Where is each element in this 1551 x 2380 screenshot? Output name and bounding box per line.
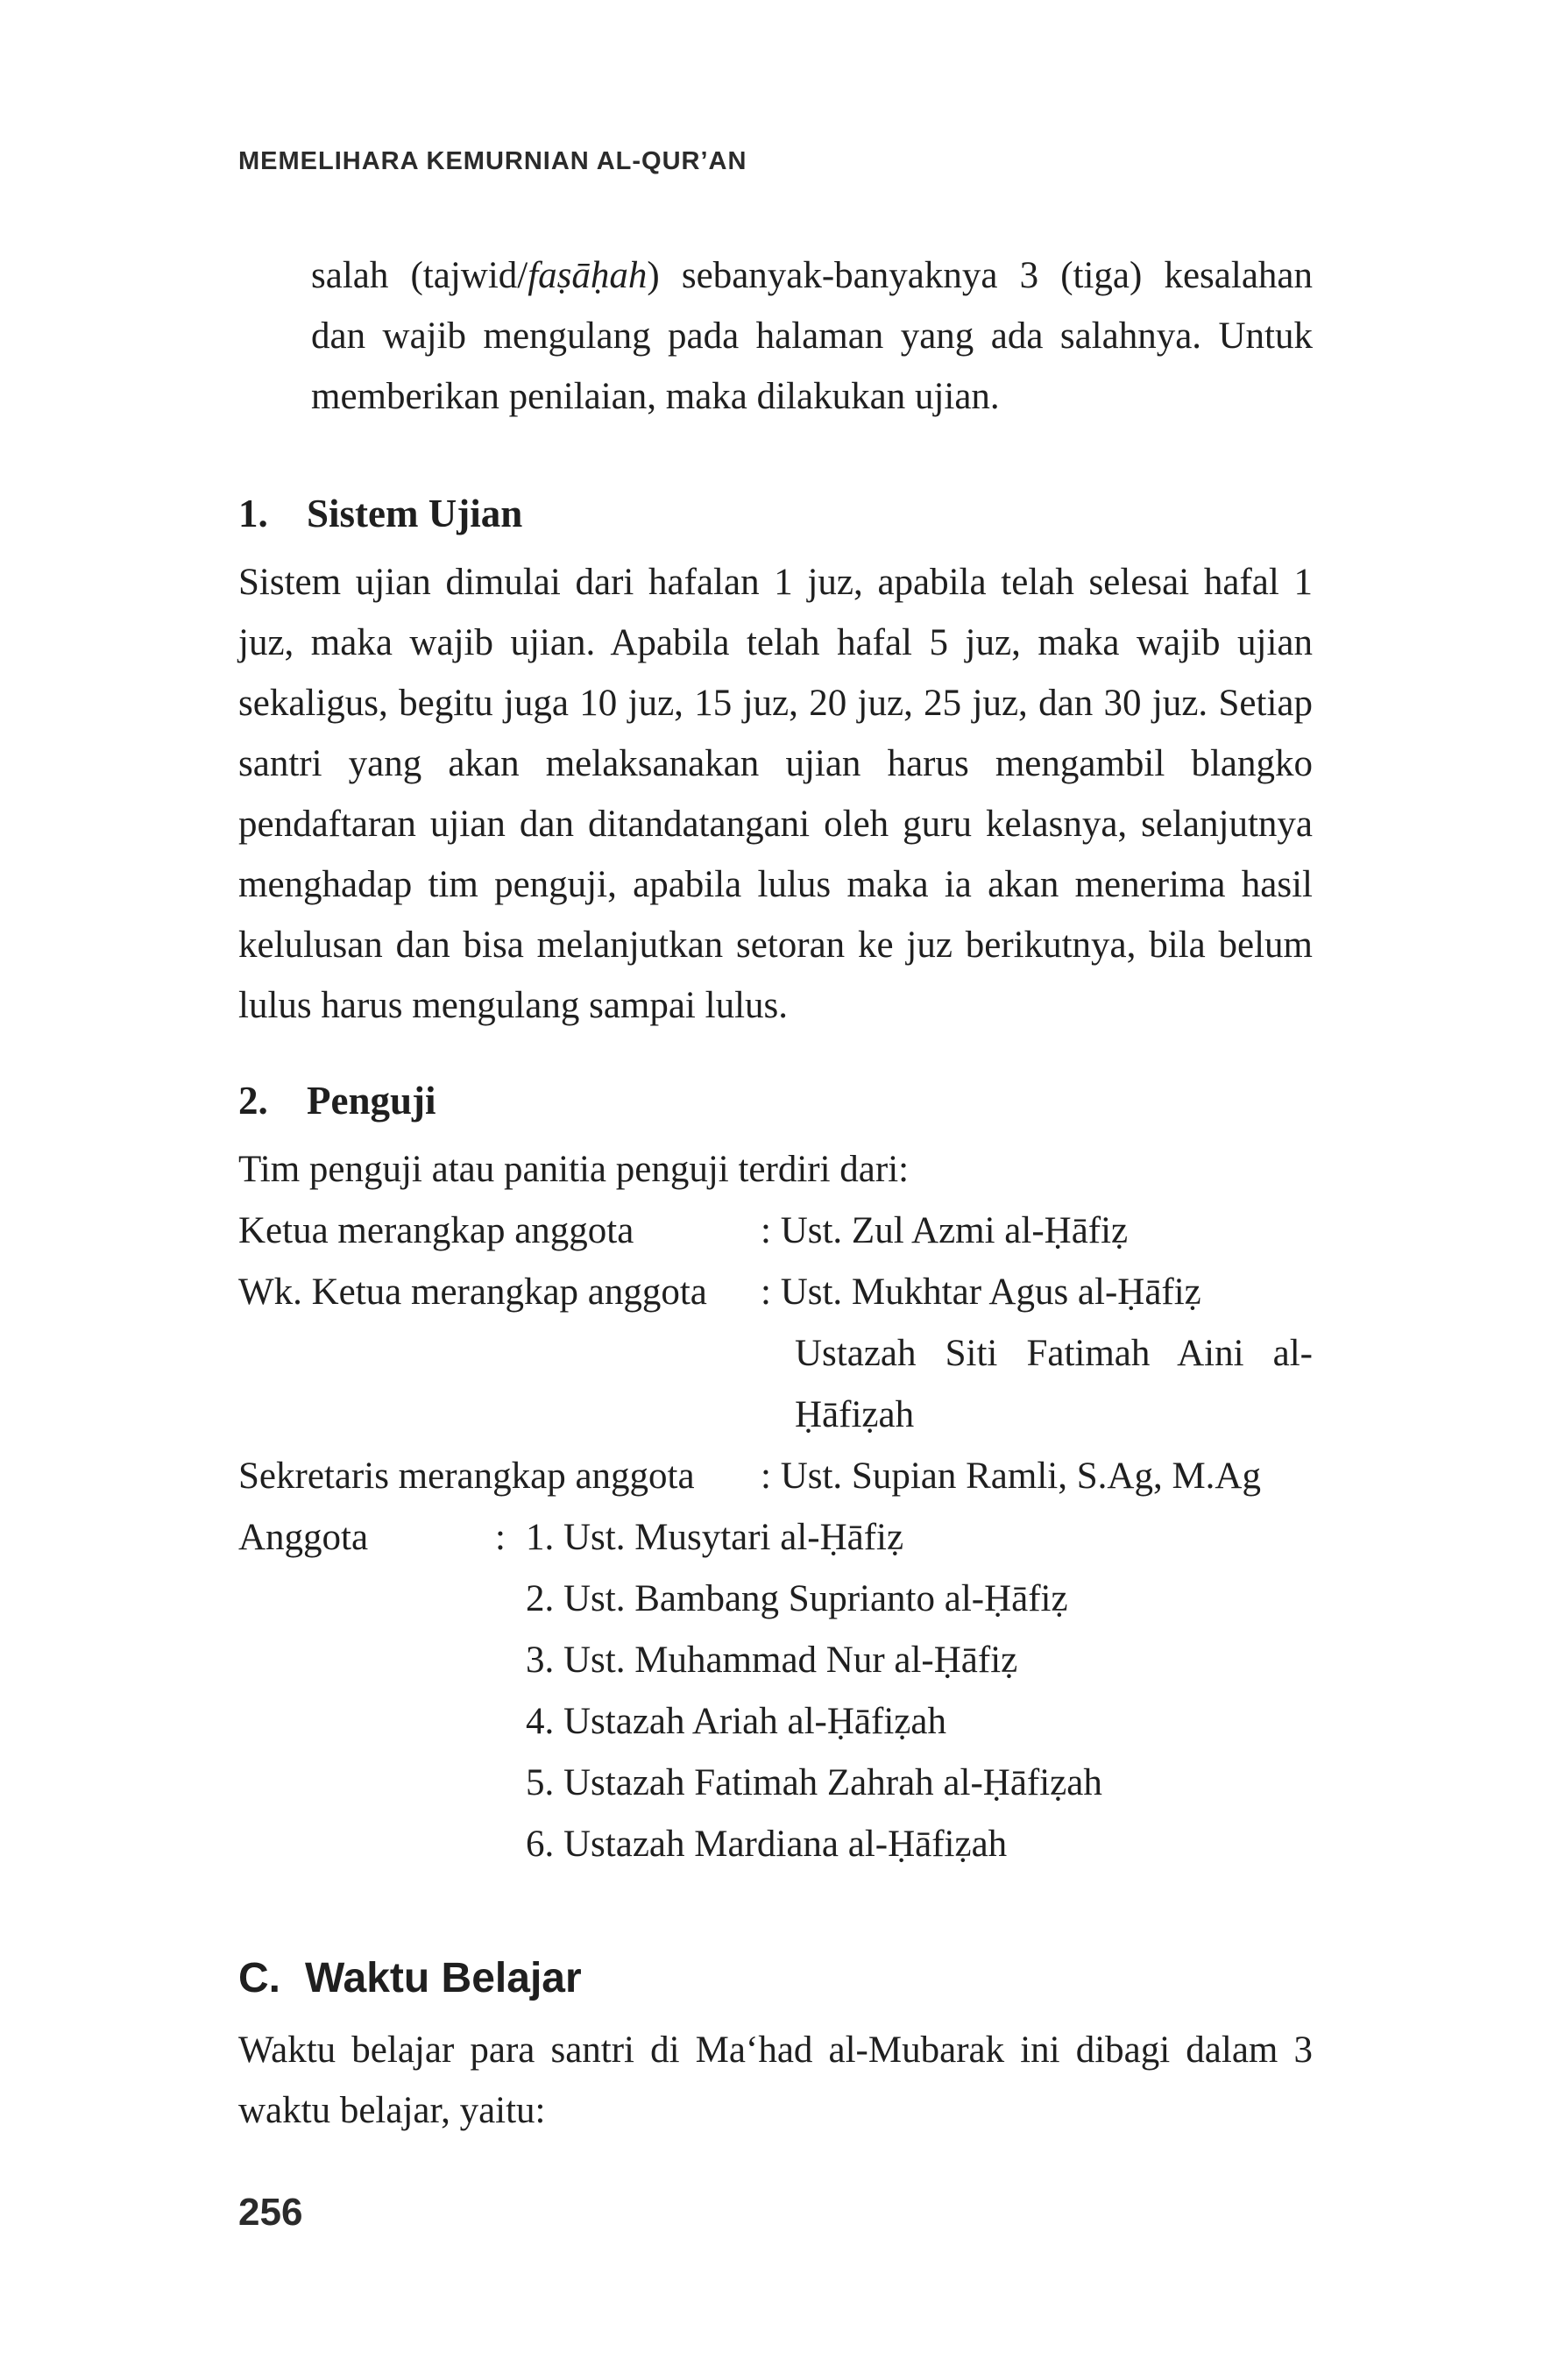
anggota-label: Anggota <box>238 1517 369 1558</box>
penguji-intro: Tim penguji atau panitia penguji terdiri dari: <box>238 1149 910 1190</box>
section-2-number: 2. <box>238 1079 268 1123</box>
wk-ketua-extra-line-1: Ustazah Siti Fatimah Aini al- <box>795 1333 1313 1374</box>
page-number: 256 <box>238 2191 303 2234</box>
section-c-letter: C. <box>238 1955 280 2001</box>
anggota-item: 1. Ust. Musytari al-Ḥāfiẓ <box>526 1517 904 1558</box>
section-c-paragraph: Waktu belajar para santri di Ma‘had al-Mubarak ini dibagi dalam 3 waktu belajar, yaitu: <box>238 2029 1313 2131</box>
section-1-paragraph: Sistem ujian dimulai dari hafalan 1 juz, apabila telah selesai hafal 1 juz, maka wajib ujian. Apabila telah hafal 5 juz, maka wajib ujian sekaligus, begitu juga 10 juz, 15 juz, 20 juz, 25 juz, dan 30 juz. Setiap santri yang akan melaksanakan ujian harus mengambil blangko pendaftaran ujian dan ditandatangani oleh guru kelasnya, selanjutnya menghadap tim penguji, apabila lulus maka ia akan menerima hasil kelulusan dan bisa melanjutkan setoran ke juz berikutnya, bila belum lulus harus mengulang sampai lulus. <box>238 562 1313 1026</box>
anggota-item: 6. Ustazah Mardiana al-Ḥāfiẓah <box>526 1824 1008 1865</box>
section-c-title: Waktu Belajar <box>305 1955 582 2001</box>
anggota-colon: : <box>495 1517 506 1558</box>
intro-text-pre: salah (tajwid/ <box>311 255 528 296</box>
section-1-number: 1. <box>238 492 268 535</box>
wk-ketua-extra-line-2: Ḥāfiẓah <box>795 1394 915 1435</box>
ketua-label: Ketua merangkap anggota <box>238 1210 634 1251</box>
section-2-heading <box>238 1078 436 1123</box>
running-head: MEMELIHARA KEMURNIAN AL-QUR’AN <box>238 147 747 175</box>
section-c-heading <box>238 1954 582 2002</box>
sekretaris-value: : Ust. Supian Ramli, S.Ag, M.Ag <box>761 1456 1261 1497</box>
ketua-value: : Ust. Zul Azmi al-Ḥāfiẓ <box>761 1210 1129 1251</box>
wk-ketua-value: : Ust. Mukhtar Agus al-Ḥāfiẓ <box>761 1271 1201 1313</box>
section-2-title: Penguji <box>307 1079 436 1123</box>
section-1-heading <box>238 491 522 536</box>
anggota-item: 4. Ustazah Ariah al-Ḥāfiẓah <box>526 1701 946 1742</box>
wk-ketua-label: Wk. Ketua merangkap anggota <box>238 1271 707 1313</box>
intro-italic-term: faṣāḥah <box>528 255 648 296</box>
anggota-item: 2. Ust. Bambang Suprianto al-Ḥāfiẓ <box>526 1578 1068 1619</box>
anggota-item: 3. Ust. Muhammad Nur al-Ḥāfiẓ <box>526 1640 1018 1681</box>
anggota-item: 5. Ustazah Fatimah Zahrah al-Ḥāfiẓah <box>526 1762 1102 1803</box>
section-1-title: Sistem Ujian <box>307 492 523 535</box>
intro-paragraph <box>311 245 1313 427</box>
sekretaris-label: Sekretaris merangkap anggota <box>238 1456 695 1497</box>
intro-text-post: ) sebanyak-banyaknya 3 (tiga) kesalahan <box>647 255 1313 296</box>
intro-text-rest: dan wajib mengulang pada halaman yang ada salahnya. Untuk memberikan penilaian, maka dilakukan ujian. <box>311 315 1313 417</box>
